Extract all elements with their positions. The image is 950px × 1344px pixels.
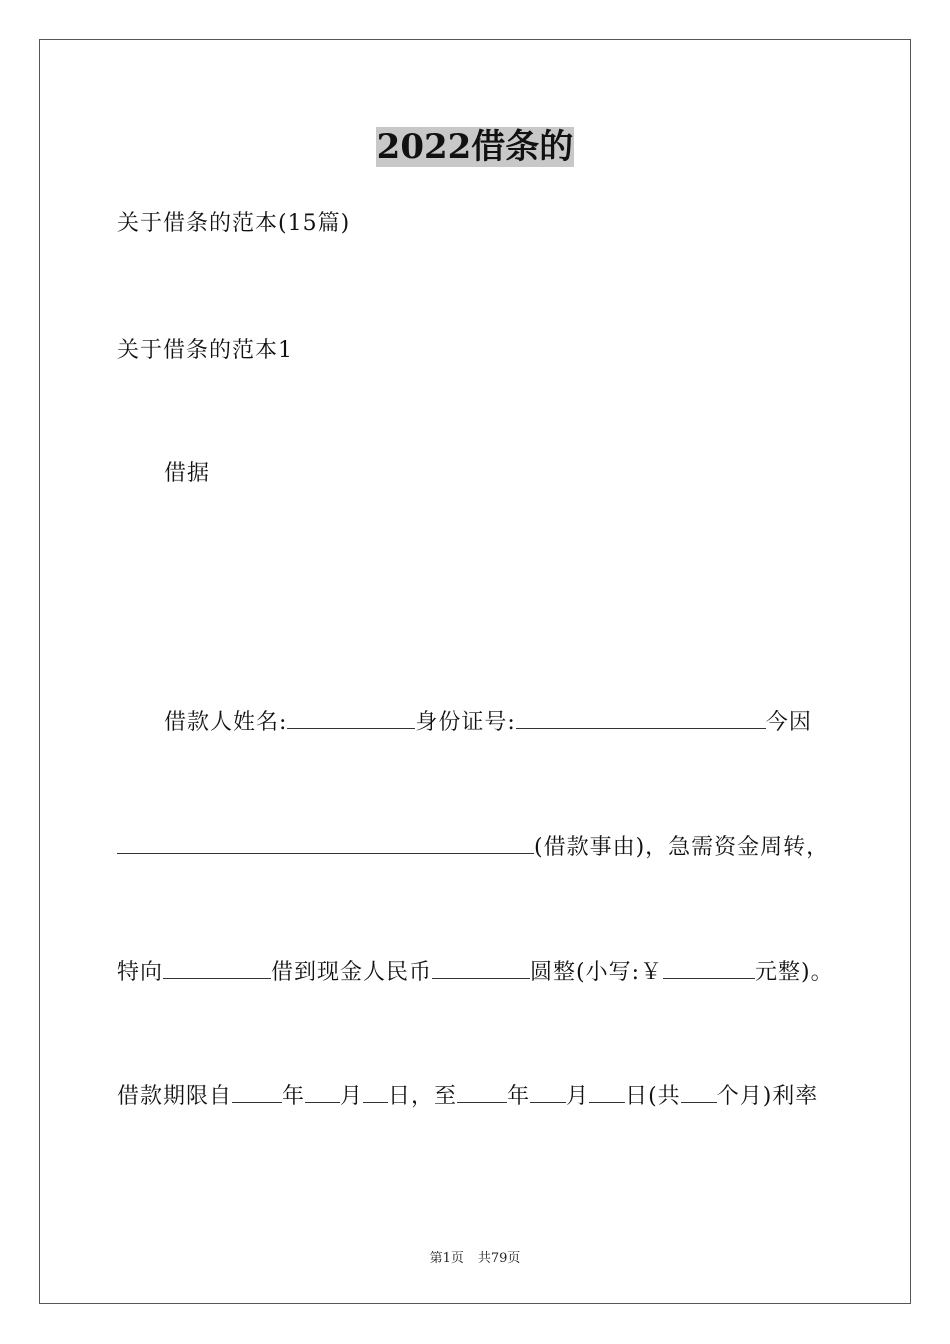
- end-day-label: 日(共: [625, 1084, 681, 1109]
- start-day-blank: [363, 1082, 388, 1103]
- end-year-blank: [457, 1082, 507, 1103]
- reason-blank: [117, 833, 534, 854]
- document-title: 2022借条的: [376, 127, 574, 167]
- end-month-label: 月: [566, 1084, 590, 1109]
- page-total: 共79页: [477, 1251, 521, 1266]
- borrower-name-blank: [287, 708, 415, 729]
- amount-figure-label: 圆整(小写:￥: [530, 960, 664, 985]
- reason-intro: 今因: [765, 710, 812, 735]
- start-month-label: 月: [340, 1084, 364, 1109]
- term-intro: 借款期限自: [117, 1084, 233, 1109]
- months-blank: [681, 1082, 717, 1103]
- end-month-blank: [530, 1082, 566, 1103]
- reason-line: [117, 833, 829, 863]
- term-line: [117, 1082, 818, 1112]
- reason-text: (借款事由)，急需资金周转，: [534, 835, 830, 860]
- end-day-blank: [589, 1082, 625, 1103]
- months-label: 个月)利率: [716, 1084, 819, 1109]
- end-year-label: 年: [507, 1084, 531, 1109]
- borrower-line: [164, 708, 812, 738]
- section-heading: 关于借条的范本1: [117, 338, 293, 363]
- lender-intro: 特向: [117, 960, 164, 985]
- page-footer: [0, 1247, 950, 1266]
- document-title-wrap: [0, 125, 950, 169]
- start-year-blank: [232, 1082, 282, 1103]
- borrower-name-label: 借款人姓名:: [164, 710, 288, 735]
- note-title: 借据: [164, 461, 211, 486]
- start-year-label: 年: [282, 1084, 306, 1109]
- amount-intro: 借到现金人民币: [271, 960, 433, 985]
- amount-words-blank: [432, 958, 530, 979]
- start-month-blank: [305, 1082, 340, 1103]
- lender-blank: [163, 958, 271, 979]
- document-subtitle: 关于借条的范本(15篇): [117, 211, 351, 236]
- page-number: 第1页: [429, 1251, 464, 1266]
- amount-tail: 元整)。: [755, 960, 834, 985]
- id-number-label: 身份证号:: [415, 710, 516, 735]
- id-number-blank: [516, 708, 766, 729]
- amount-line: [117, 958, 834, 988]
- amount-figure-blank: [663, 958, 755, 979]
- start-day-label: 日，至: [388, 1084, 458, 1109]
